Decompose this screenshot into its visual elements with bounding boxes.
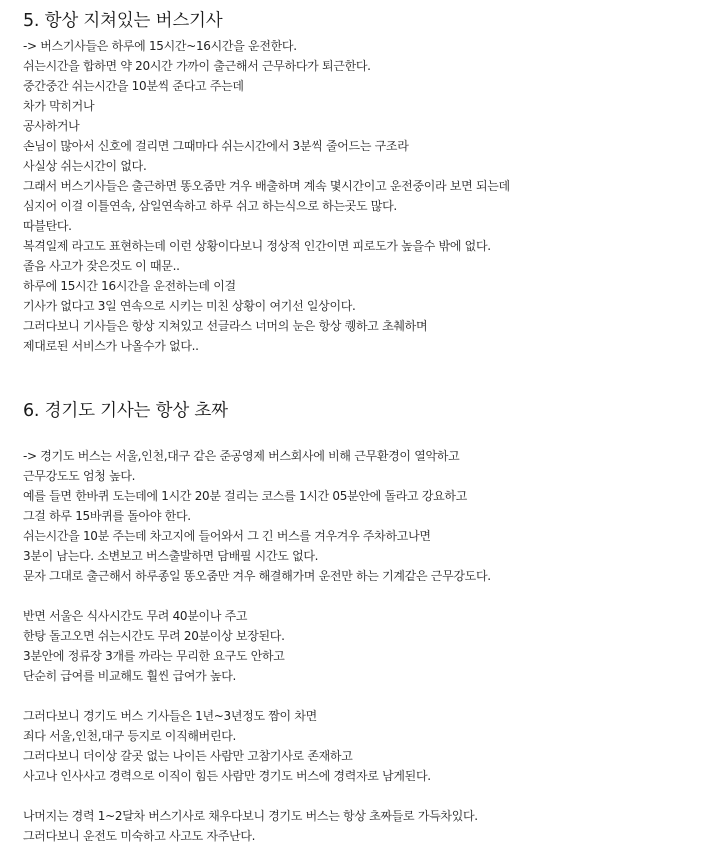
text-line: 하루에 15시간 16시간을 운전하는데 이걸 bbox=[23, 279, 236, 293]
text-line: 한탕 돌고오면 쉬는시간도 무려 20분이상 보장된다. bbox=[23, 629, 285, 643]
section-body-novice-drivers bbox=[23, 446, 491, 846]
text-line: 반면 서울은 식사시간도 무려 40분이나 주고 bbox=[23, 609, 248, 623]
text-line: 쉬는시간을 10분 주는데 차고지에 들어와서 그 긴 버스를 겨우겨우 주차하고나면 bbox=[23, 529, 431, 543]
text-line: 중간중간 쉬는시간을 10분씩 준다고 주는데 bbox=[23, 79, 244, 93]
text-line: -> 버스기사들은 하루에 15시간~16시간을 운전한다. bbox=[23, 39, 297, 53]
text-line: 근무강도도 엄청 높다. bbox=[23, 469, 136, 483]
text-line: 3분이 남는다. 소변보고 버스출발하면 담배필 시간도 없다. bbox=[23, 549, 319, 563]
text-line: 예를 들면 한바퀴 도는데에 1시간 20분 걸리는 코스를 1시간 05분안에 돌라고 강요하고 bbox=[23, 489, 468, 503]
text-line: 공사하거나 bbox=[23, 119, 80, 133]
text-line: 차가 막히거나 bbox=[23, 99, 95, 113]
blank-line bbox=[23, 686, 491, 706]
text-line: 졸음 사고가 잦은것도 이 때문.. bbox=[23, 259, 180, 273]
text-line: 3분안에 정류장 3개를 까라는 무리한 요구도 안하고 bbox=[23, 649, 285, 663]
text-line: 단순히 급여를 비교해도 훨씬 급여가 높다. bbox=[23, 669, 237, 683]
section-body-tired-drivers bbox=[23, 36, 510, 356]
text-line: 그러다보니 더이상 갈곳 없는 나이든 사람만 고참기사로 존재하고 bbox=[23, 749, 353, 763]
text-line: 쉬는시간을 합하면 약 20시간 가까이 출근해서 근무하다가 퇴근한다. bbox=[23, 59, 371, 73]
text-line: 그걸 하루 15바퀴를 돌아야 한다. bbox=[23, 509, 191, 523]
text-line: 문자 그대로 출근해서 하루종일 똥오줌만 겨우 해결해가며 운전만 하는 기계같은 근무강도다. bbox=[23, 569, 491, 583]
text-line: 복격일제 라고도 표현하는데 이런 상황이다보니 정상적 인간이면 피로도가 높을수 밖에 없다. bbox=[23, 239, 491, 253]
text-line: -> 경기도 버스는 서울,인천,대구 같은 준공영제 버스회사에 비해 근무환경이 열악하고 bbox=[23, 449, 460, 463]
text-line: 기사가 없다고 3일 연속으로 시키는 미친 상황이 여기선 일상이다. bbox=[23, 299, 356, 313]
text-line: 심지어 이걸 이틀연속, 삼일연속하고 하루 쉬고 하는식으로 하는곳도 많다. bbox=[23, 199, 397, 213]
text-line: 따블탄다. bbox=[23, 219, 72, 233]
text-line: 그러다보니 운전도 미숙하고 사고도 자주난다. bbox=[23, 829, 256, 843]
text-line: 손님이 많아서 신호에 걸리면 그때마다 쉬는시간에서 3분씩 줄어드는 구조라 bbox=[23, 139, 409, 153]
section-title-tired-drivers: 5. 항상 지쳐있는 버스기사 bbox=[23, 11, 223, 31]
section-title-novice-drivers: 6. 경기도 기사는 항상 초짜 bbox=[23, 401, 228, 421]
text-line: 제대로된 서비스가 나올수가 없다.. bbox=[23, 339, 199, 353]
text-line: 나머지는 경력 1~2달차 버스기사로 채우다보니 경기도 버스는 항상 초짜들로 가득차있다. bbox=[23, 809, 478, 823]
text-line: 그러다보니 경기도 버스 기사들은 1년~3년정도 짬이 차면 bbox=[23, 709, 317, 723]
text-line: 사고나 인사사고 경력으로 이직이 힘든 사람만 경기도 버스에 경력자로 남게된다. bbox=[23, 769, 431, 783]
text-line: 사실상 쉬는시간이 없다. bbox=[23, 159, 147, 173]
text-line: 죄다 서울,인천,대구 등지로 이직해버린다. bbox=[23, 729, 237, 743]
text-line: 그래서 버스기사들은 출근하면 똥오줌만 겨우 배출하며 계속 몇시간이고 운전중이라 보면 되는데 bbox=[23, 179, 510, 193]
blank-line bbox=[23, 586, 491, 606]
text-line: 그러다보니 기사들은 항상 지쳐있고 선글라스 너머의 눈은 항상 퀭하고 초췌하며 bbox=[23, 319, 428, 333]
blank-line bbox=[23, 786, 491, 806]
